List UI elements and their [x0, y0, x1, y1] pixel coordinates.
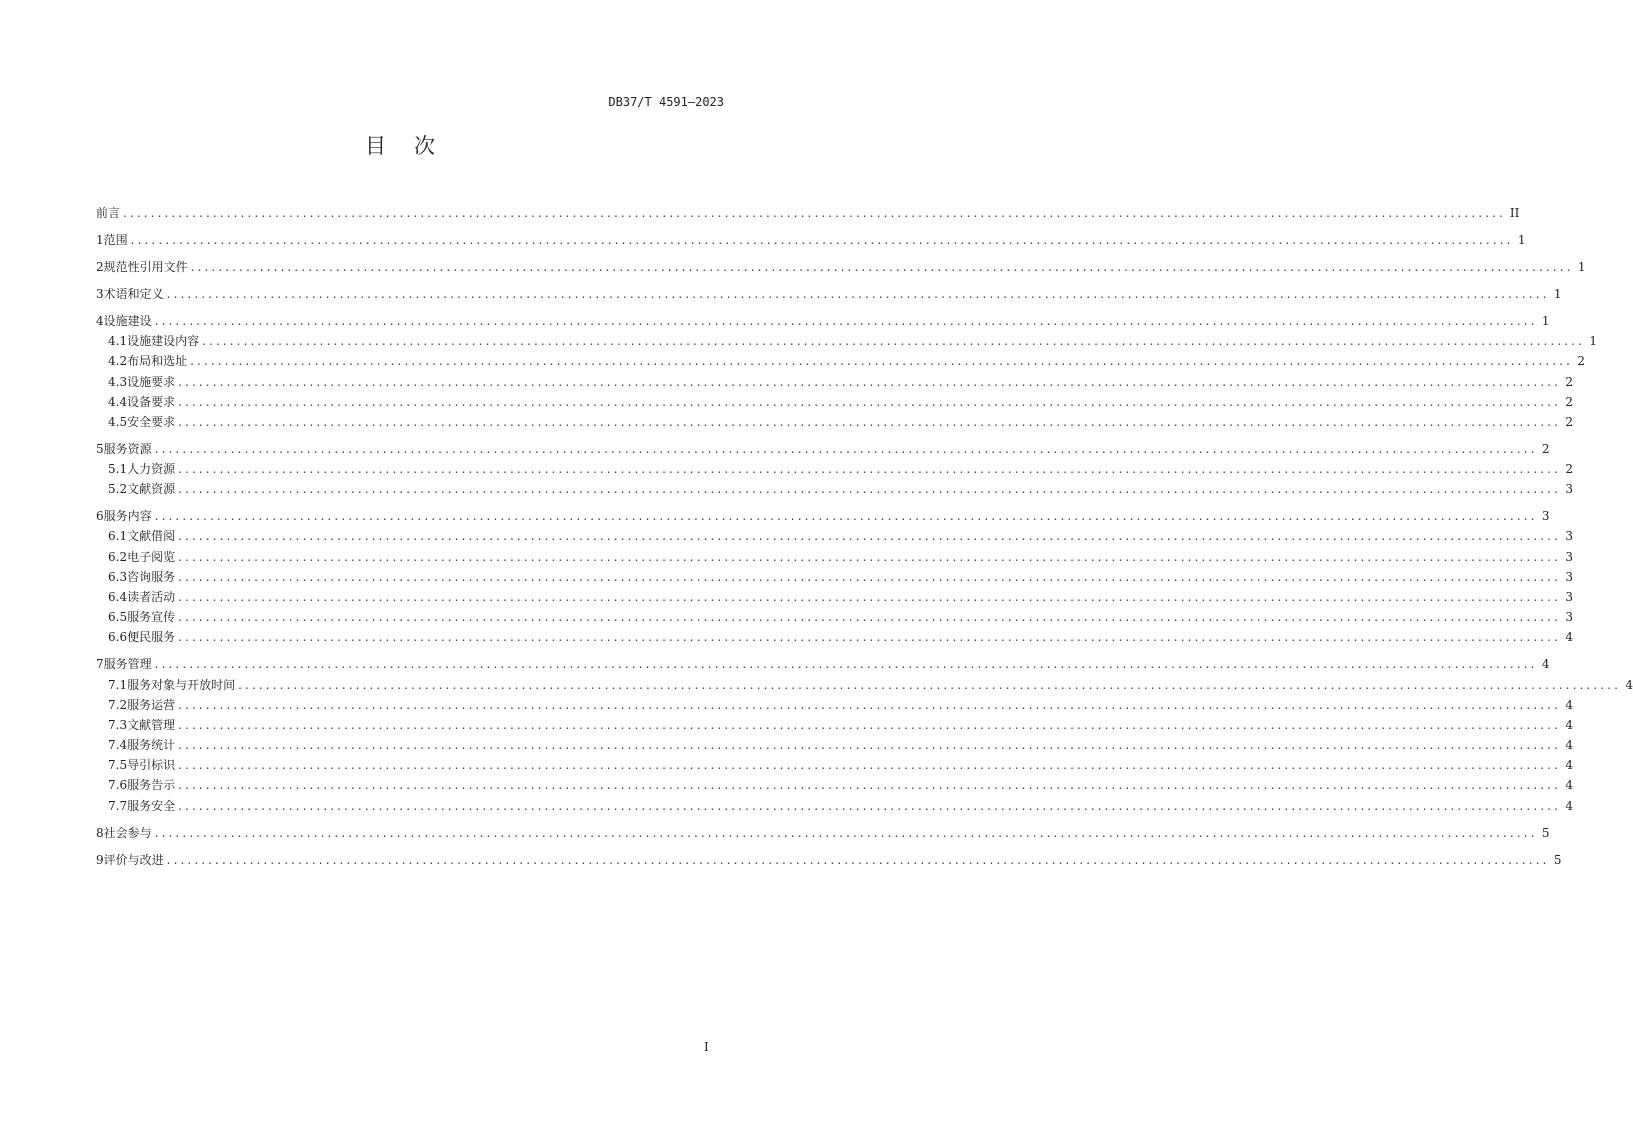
toc-entry[interactable]: [96, 506, 1550, 526]
toc-entry-label: 人力资源: [127, 462, 176, 477]
toc-entry[interactable]: [96, 735, 1573, 755]
toc-entry-page: 3: [1565, 549, 1573, 564]
toc-entry-page: 4: [1541, 657, 1550, 672]
toc-entry-page: 4: [1565, 738, 1573, 753]
page-number: I: [704, 1040, 709, 1054]
dot-leader: ........................................................................................................................................................................................................: [202, 334, 1585, 349]
toc-entry[interactable]: [96, 850, 1562, 870]
toc-entry-number: 4.5: [108, 414, 128, 429]
toc-entry-page: 1: [1577, 259, 1586, 274]
toc-entry-page: 4: [1565, 798, 1573, 813]
toc-entry-number: 6.4: [108, 589, 128, 604]
toc-entry-number: 7.2: [108, 697, 128, 712]
toc-entry-label: 服务内容: [103, 509, 152, 524]
toc-entry[interactable]: [96, 284, 1562, 304]
toc-entry-label: 文献管理: [127, 717, 176, 732]
toc-entry-number: 4.4: [108, 394, 128, 409]
toc-entry-page: 2: [1565, 462, 1573, 477]
toc-entry[interactable]: [96, 459, 1573, 479]
toc-entry-page: 2: [1565, 374, 1573, 389]
dot-leader: ........................................................................................................................................................................................................: [154, 313, 1538, 328]
toc-entry-label: 设施建设内容: [127, 334, 200, 349]
toc-entry-label: 服务统计: [127, 738, 176, 753]
dot-leader: ........................................................................................................................................................................................................: [178, 482, 1561, 497]
toc-entry-page: 2: [1565, 394, 1573, 409]
toc-entry-number: 6.1: [108, 529, 128, 544]
toc-entry[interactable]: [96, 654, 1550, 674]
toc-entry-label: 文献借阅: [127, 529, 176, 544]
toc-entry-label: 咨询服务: [127, 569, 176, 584]
toc-entry-number: 7.1: [108, 677, 128, 692]
toc-entry[interactable]: [96, 203, 1520, 223]
toc-entry-page: 3: [1565, 569, 1573, 584]
toc-entry[interactable]: [96, 439, 1550, 459]
toc-entry[interactable]: [96, 526, 1573, 546]
toc-entry-label: 文献资源: [127, 482, 176, 497]
toc-entry-page: 1: [1541, 313, 1550, 328]
dot-leader: ........................................................................................................................................................................................................: [178, 374, 1561, 389]
dot-leader: ........................................................................................................................................................................................................: [178, 778, 1561, 793]
toc-entry-number: 6.6: [108, 630, 128, 645]
toc-entry-number: 2: [96, 259, 104, 274]
dot-leader: ........................................................................................................................................................................................................: [178, 610, 1561, 625]
dot-leader: ........................................................................................................................................................................................................: [123, 206, 1506, 220]
toc-entry[interactable]: [96, 607, 1573, 627]
toc-entry-page: 3: [1565, 529, 1573, 544]
toc-entry[interactable]: [96, 547, 1573, 567]
toc-entry-page: 4: [1565, 778, 1573, 793]
dot-leader: ........................................................................................................................................................................................................: [154, 509, 1538, 524]
toc-entry-number: 7.7: [108, 798, 128, 813]
toc-entry-label: 术语和定义: [103, 286, 164, 301]
toc-entry-page: 3: [1541, 509, 1550, 524]
dot-leader: ........................................................................................................................................................................................................: [178, 414, 1561, 429]
toc-entry-number: 6: [96, 509, 104, 524]
toc-entry-number: 7.5: [108, 758, 128, 773]
toc-entry-number: 7.4: [108, 738, 128, 753]
toc-entry[interactable]: [96, 331, 1597, 351]
toc-entry-number: 4.3: [108, 374, 128, 389]
toc-entry-number: 7: [96, 657, 104, 672]
toc-entry-page: 4: [1565, 630, 1573, 645]
toc-entry-page: 1: [1589, 334, 1597, 349]
toc-entry-number: 6.2: [108, 549, 128, 564]
toc-entry-label: 读者活动: [127, 589, 176, 604]
toc-entry[interactable]: [96, 567, 1573, 587]
toc-entry-label: 服务资源: [103, 441, 152, 456]
toc-entry[interactable]: [96, 351, 1585, 371]
toc-entry[interactable]: [96, 587, 1573, 607]
dot-leader: ........................................................................................................................................................................................................: [178, 569, 1561, 584]
toc-entry-label: 导引标识: [127, 758, 176, 773]
toc-entry-page: 4: [1565, 717, 1573, 732]
toc-entry[interactable]: [96, 392, 1573, 412]
toc-entry-page: 3: [1565, 482, 1573, 497]
dot-leader: ........................................................................................................................................................................................................: [178, 758, 1561, 773]
toc-entry-label: 布局和选址: [127, 354, 188, 369]
toc-entry-page: 1: [1553, 286, 1562, 301]
toc-entry[interactable]: [96, 412, 1573, 432]
toc-entry-label: 范围: [103, 232, 128, 247]
toc-entry-page: 3: [1565, 610, 1573, 625]
toc-entry-page: 4: [1565, 697, 1573, 712]
dot-leader: ........................................................................................................................................................................................................: [178, 717, 1561, 732]
toc-entry-page: 1: [1517, 232, 1526, 247]
toc-entry-page: 2: [1541, 441, 1550, 456]
toc-entry-label: 便民服务: [127, 630, 176, 645]
toc-entry-page: 4: [1625, 677, 1633, 692]
dot-leader: ........................................................................................................................................................................................................: [190, 259, 1574, 274]
dot-leader: ........................................................................................................................................................................................................: [178, 394, 1561, 409]
toc-entry[interactable]: [96, 715, 1573, 735]
toc-entry-number: 7.6: [108, 778, 128, 793]
toc-entry-label: 安全要求: [127, 414, 176, 429]
toc-entry-number: 1: [96, 232, 104, 247]
toc-entry[interactable]: [96, 775, 1573, 795]
toc-entry-number: 5.2: [108, 482, 128, 497]
toc-entry-number: 3: [96, 286, 104, 301]
page-title: 目次: [365, 134, 463, 158]
toc-entry-label: 前言: [96, 206, 121, 220]
dot-leader: ........................................................................................................................................................................................................: [166, 286, 1550, 301]
toc-entry-label: 服务宣传: [127, 610, 176, 625]
toc-entry[interactable]: [96, 627, 1573, 647]
dot-leader: ........................................................................................................................................................................................................: [190, 354, 1573, 369]
toc-entry[interactable]: [96, 372, 1573, 392]
toc-entry-label: 服务管理: [103, 657, 152, 672]
toc-entry-number: 4.2: [108, 354, 128, 369]
toc-entry-label: 评价与改进: [103, 852, 164, 867]
toc-entry-label: 服务对象与开放时间: [127, 677, 236, 692]
dot-leader: ........................................................................................................................................................................................................: [178, 798, 1561, 813]
toc-entry-label: 服务告示: [127, 778, 176, 793]
toc-entry-number: 8: [96, 825, 104, 840]
dot-leader: ........................................................................................................................................................................................................: [130, 232, 1514, 247]
toc-entry-number: 6.3: [108, 569, 128, 584]
toc-entry[interactable]: [96, 695, 1573, 715]
table-of-contents: [96, 203, 1633, 870]
toc-entry[interactable]: [96, 796, 1573, 816]
toc-entry-page: 2: [1565, 414, 1573, 429]
dot-leader: ........................................................................................................................................................................................................: [178, 462, 1561, 477]
dot-leader: ........................................................................................................................................................................................................: [154, 441, 1538, 456]
dot-leader: ........................................................................................................................................................................................................: [178, 630, 1561, 645]
dot-leader: ........................................................................................................................................................................................................: [154, 825, 1538, 840]
toc-entry-number: 4.1: [108, 334, 128, 349]
toc-entry[interactable]: [96, 230, 1526, 250]
toc-entry[interactable]: [96, 257, 1586, 277]
toc-entry[interactable]: [96, 675, 1633, 695]
dot-leader: ........................................................................................................................................................................................................: [166, 852, 1550, 867]
toc-entry[interactable]: [96, 311, 1550, 331]
dot-leader: ........................................................................................................................................................................................................: [178, 549, 1561, 564]
toc-entry-label: 规范性引用文件: [103, 259, 188, 274]
toc-entry-number: 5.1: [108, 462, 128, 477]
toc-entry[interactable]: [96, 823, 1550, 843]
toc-entry-number: 7.3: [108, 717, 128, 732]
toc-entry-label: 设备要求: [127, 394, 176, 409]
toc-entry-label: 服务运营: [127, 697, 176, 712]
toc-entry-page: 5: [1553, 852, 1562, 867]
dot-leader: ........................................................................................................................................................................................................: [178, 589, 1561, 604]
toc-entry-number: 6.5: [108, 610, 128, 625]
dot-leader: ........................................................................................................................................................................................................: [178, 697, 1561, 712]
dot-leader: ........................................................................................................................................................................................................: [154, 657, 1538, 672]
toc-entry[interactable]: [96, 755, 1573, 775]
standard-number: DB37/T 4591—2023: [608, 95, 724, 109]
toc-entry-label: 社会参与: [103, 825, 152, 840]
toc-entry-page: 3: [1565, 589, 1573, 604]
toc-entry-label: 设施建设: [103, 313, 152, 328]
toc-entry-label: 设施要求: [127, 374, 176, 389]
dot-leader: ........................................................................................................................................................................................................: [178, 529, 1561, 544]
toc-entry-label: 服务安全: [127, 798, 176, 813]
toc-entry-number: 4: [96, 313, 104, 328]
toc-entry-page: II: [1509, 206, 1520, 220]
toc-entry-number: 5: [96, 441, 104, 456]
dot-leader: ........................................................................................................................................................................................................: [178, 738, 1561, 753]
dot-leader: ........................................................................................................................................................................................................: [238, 677, 1621, 692]
toc-entry-label: 电子阅览: [127, 549, 176, 564]
toc-entry-page: 5: [1541, 825, 1550, 840]
toc-entry-page: 2: [1577, 354, 1585, 369]
toc-entry-page: 4: [1565, 758, 1573, 773]
toc-entry[interactable]: [96, 479, 1573, 499]
toc-entry-number: 9: [96, 852, 104, 867]
